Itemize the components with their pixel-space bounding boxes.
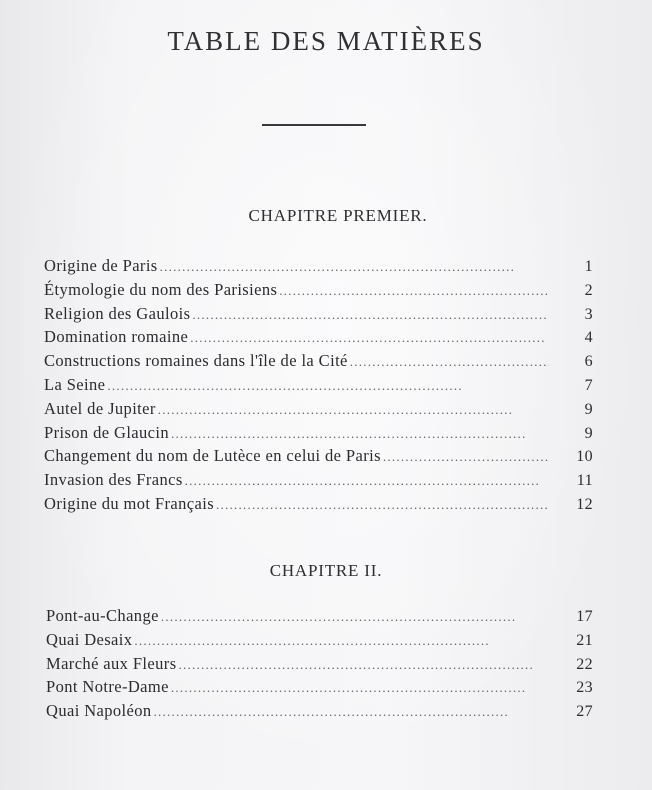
toc-page-number: 27 [576, 703, 593, 721]
toc-entry-title: Autel de Jupiter [44, 398, 156, 418]
dot-leader [279, 283, 549, 299]
toc-entry-title: Constructions romaines dans l'île de la Cité [44, 351, 348, 371]
toc-entry [44, 470, 599, 494]
toc-entry [44, 280, 599, 304]
toc-entry-title: Étymologie du nom des Parisiens [44, 279, 278, 299]
dot-leader [383, 449, 549, 465]
toc-page-number: 17 [576, 608, 593, 625]
toc-page-number: 22 [576, 655, 593, 673]
dot-leader [192, 307, 549, 323]
dot-leader [216, 497, 549, 513]
toc-entry [44, 256, 599, 280]
toc-entry [46, 606, 599, 630]
toc-entry [46, 630, 599, 654]
toc-entry [44, 399, 599, 423]
dot-leader [134, 633, 549, 649]
toc-entry [44, 446, 599, 470]
toc-entry-title: Invasion des Francs [44, 470, 183, 490]
dot-leader [154, 704, 549, 720]
toc-page-number: 4 [584, 329, 593, 347]
dot-leader [171, 680, 549, 696]
dot-leader [190, 330, 549, 346]
toc-entry [44, 327, 599, 351]
dot-leader [179, 657, 549, 673]
toc-entry-title: Religion des Gaulois [44, 303, 191, 323]
toc-page-number: 3 [584, 305, 593, 323]
toc-entry-title: Pont Notre-Dame [46, 677, 169, 697]
dot-leader [350, 354, 549, 370]
toc-page-number: 2 [584, 281, 593, 299]
dot-leader [171, 426, 549, 442]
toc-page-number: 10 [576, 448, 593, 466]
title-divider [262, 124, 366, 126]
toc-entry [46, 677, 599, 701]
chapter-1-entry-list [44, 256, 599, 518]
toc-entry-title: Quai Desaix [46, 629, 133, 649]
dot-leader [160, 259, 549, 275]
toc-page-number: 9 [584, 400, 593, 418]
dot-leader [185, 473, 549, 489]
toc-entry [44, 351, 599, 375]
toc-entry-title: Changement du nom de Lutèce en celui de Paris [44, 446, 381, 466]
toc-entry [44, 304, 599, 328]
toc-page-number: 21 [576, 631, 593, 649]
dot-leader [158, 402, 549, 418]
dot-leader [161, 609, 549, 625]
page-title: TABLE DES MATIÈRES [167, 26, 485, 56]
toc-entry-title: Domination romaine [44, 327, 189, 347]
toc-page-number: 12 [576, 495, 593, 513]
toc-entry-title: La Seine [44, 374, 106, 394]
toc-page-number: 11 [576, 472, 593, 490]
toc-entry [44, 375, 599, 399]
toc-page-number: 7 [584, 376, 593, 394]
toc-page-number: 6 [584, 353, 593, 371]
toc-page-number: 1 [584, 258, 593, 275]
chapter-heading-2: CHAPITRE II. [269, 561, 383, 580]
toc-entry [44, 494, 599, 518]
toc-entry [46, 654, 599, 678]
toc-entry-title: Marché aux Fleurs [46, 653, 177, 673]
toc-page-number: 9 [584, 424, 593, 442]
dot-leader [107, 378, 549, 394]
toc-entry [44, 423, 599, 447]
chapter-heading-1: CHAPITRE PREMIER. [248, 206, 428, 225]
toc-entry-title: Pont-au-Change [46, 606, 159, 625]
toc-page-number: 23 [576, 679, 593, 697]
toc-entry-title: Quai Napoléon [46, 701, 152, 721]
toc-entry-title: Origine de Paris [44, 256, 158, 275]
toc-entry-title: Prison de Glaucin [44, 422, 170, 442]
toc-entry-title: Origine du mot Français [44, 493, 215, 513]
chapter-2-entry-list [46, 606, 599, 725]
toc-entry [46, 701, 599, 725]
